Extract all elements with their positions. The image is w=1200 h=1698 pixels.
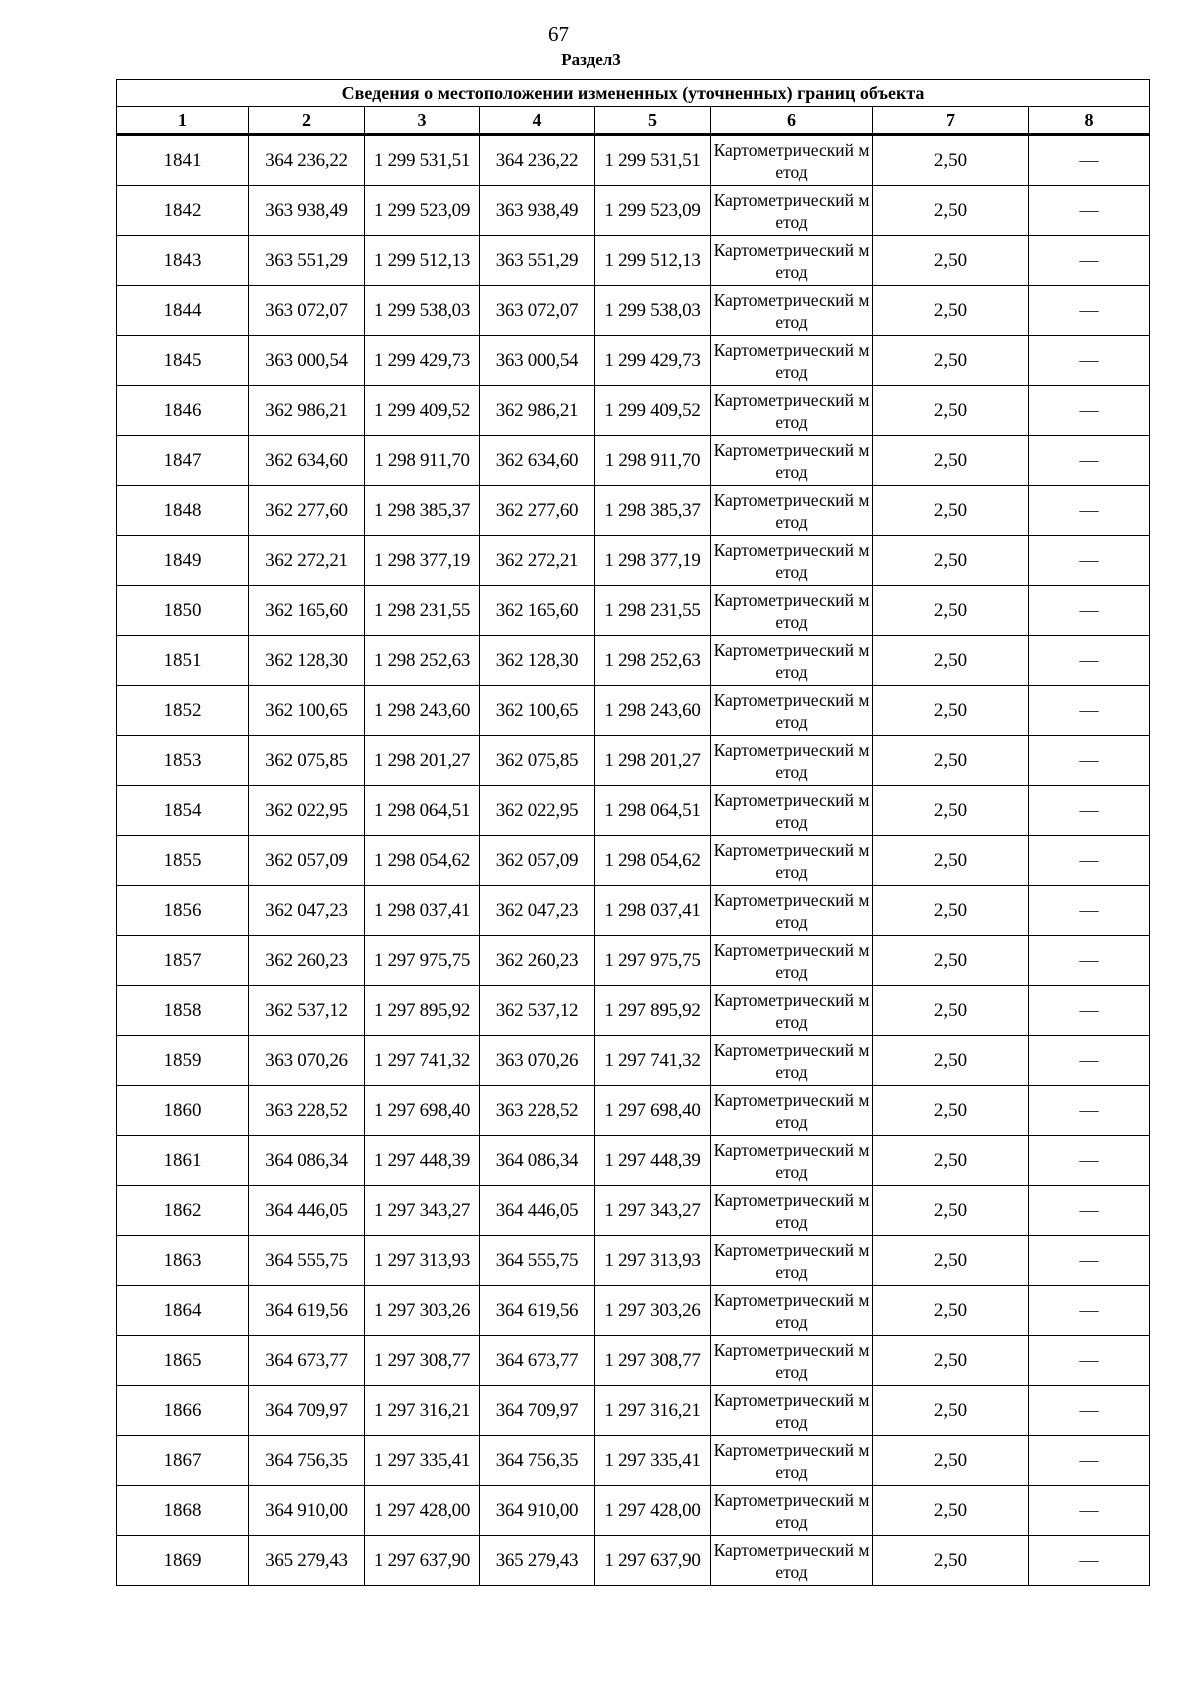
description-cell: —: [1029, 1436, 1150, 1486]
y-new-cell: 1 297 448,39: [595, 1136, 711, 1186]
table-row: [117, 1536, 1150, 1586]
method-cell: Картометрический метод: [711, 1236, 873, 1286]
y-new-cell: 1 299 531,51: [595, 135, 711, 186]
y-new-cell: 1 298 054,62: [595, 836, 711, 886]
accuracy-cell: 2,50: [873, 1486, 1029, 1536]
point-number-cell: 1849: [117, 536, 249, 586]
description-cell: —: [1029, 236, 1150, 286]
point-number-cell: 1869: [117, 1536, 249, 1586]
x-new-cell: 362 634,60: [480, 436, 595, 486]
x-new-cell: 362 986,21: [480, 386, 595, 436]
description-cell: —: [1029, 1236, 1150, 1286]
y-new-cell: 1 297 335,41: [595, 1436, 711, 1486]
method-cell: Картометрический метод: [711, 1136, 873, 1186]
y-new-cell: 1 297 313,93: [595, 1236, 711, 1286]
description-cell: —: [1029, 386, 1150, 436]
description-cell: —: [1029, 986, 1150, 1036]
description-cell: —: [1029, 636, 1150, 686]
method-cell: Картометрический метод: [711, 336, 873, 386]
y-new-cell: 1 297 308,77: [595, 1336, 711, 1386]
method-cell: Картометрический метод: [711, 536, 873, 586]
x-existing-cell: 362 047,23: [249, 886, 365, 936]
method-cell: Картометрический метод: [711, 1186, 873, 1236]
x-existing-cell: 362 277,60: [249, 486, 365, 536]
y-existing-cell: 1 297 741,32: [365, 1036, 480, 1086]
table-row: [117, 1286, 1150, 1336]
accuracy-cell: 2,50: [873, 1036, 1029, 1086]
table-row: [117, 1236, 1150, 1286]
accuracy-cell: 2,50: [873, 636, 1029, 686]
y-new-cell: 1 298 911,70: [595, 436, 711, 486]
x-existing-cell: 364 555,75: [249, 1236, 365, 1286]
method-cell: Картометрический метод: [711, 1536, 873, 1586]
y-new-cell: 1 297 698,40: [595, 1086, 711, 1136]
y-existing-cell: 1 297 303,26: [365, 1286, 480, 1336]
y-existing-cell: 1 298 231,55: [365, 586, 480, 636]
x-new-cell: 362 075,85: [480, 736, 595, 786]
accuracy-cell: 2,50: [873, 436, 1029, 486]
method-cell: Картометрический метод: [711, 986, 873, 1036]
column-number-header: 2: [249, 107, 365, 135]
point-number-cell: 1851: [117, 636, 249, 686]
x-existing-cell: 364 619,56: [249, 1286, 365, 1336]
y-existing-cell: 1 297 895,92: [365, 986, 480, 1036]
method-cell: Картометрический метод: [711, 886, 873, 936]
method-cell: Картометрический метод: [711, 686, 873, 736]
description-cell: —: [1029, 1336, 1150, 1386]
point-number-cell: 1855: [117, 836, 249, 886]
accuracy-cell: 2,50: [873, 1536, 1029, 1586]
point-number-cell: 1850: [117, 586, 249, 636]
y-new-cell: 1 299 512,13: [595, 236, 711, 286]
accuracy-cell: 2,50: [873, 1186, 1029, 1236]
description-cell: —: [1029, 1536, 1150, 1586]
x-new-cell: 363 072,07: [480, 286, 595, 336]
point-number-cell: 1868: [117, 1486, 249, 1536]
table-row: [117, 686, 1150, 736]
x-existing-cell: 364 086,34: [249, 1136, 365, 1186]
y-new-cell: 1 298 377,19: [595, 536, 711, 586]
x-existing-cell: 363 228,52: [249, 1086, 365, 1136]
x-existing-cell: 362 986,21: [249, 386, 365, 436]
y-existing-cell: 1 299 409,52: [365, 386, 480, 436]
x-new-cell: 362 128,30: [480, 636, 595, 686]
accuracy-cell: 2,50: [873, 586, 1029, 636]
point-number-cell: 1865: [117, 1336, 249, 1386]
x-existing-cell: 362 537,12: [249, 986, 365, 1036]
accuracy-cell: 2,50: [873, 1086, 1029, 1136]
method-cell: Картометрический метод: [711, 186, 873, 236]
x-existing-cell: 362 075,85: [249, 736, 365, 786]
table-row: [117, 186, 1150, 236]
method-cell: Картометрический метод: [711, 236, 873, 286]
x-existing-cell: 365 279,43: [249, 1536, 365, 1586]
y-new-cell: 1 298 252,63: [595, 636, 711, 686]
method-cell: Картометрический метод: [711, 1436, 873, 1486]
x-new-cell: 364 619,56: [480, 1286, 595, 1336]
table-row: [117, 1136, 1150, 1186]
method-cell: Картометрический метод: [711, 736, 873, 786]
accuracy-cell: 2,50: [873, 936, 1029, 986]
accuracy-cell: 2,50: [873, 1236, 1029, 1286]
column-number-header: 7: [873, 107, 1029, 135]
y-existing-cell: 1 297 448,39: [365, 1136, 480, 1186]
y-existing-cell: 1 298 911,70: [365, 436, 480, 486]
method-cell: Картометрический метод: [711, 1486, 873, 1536]
table-row: [117, 236, 1150, 286]
table-caption: Сведения о местоположении измененных (уточненных) границ объекта: [117, 80, 1150, 107]
x-new-cell: 364 086,34: [480, 1136, 595, 1186]
y-existing-cell: 1 297 313,93: [365, 1236, 480, 1286]
table-row: [117, 1086, 1150, 1136]
y-new-cell: 1 297 895,92: [595, 986, 711, 1036]
accuracy-cell: 2,50: [873, 786, 1029, 836]
method-cell: Картометрический метод: [711, 286, 873, 336]
description-cell: —: [1029, 536, 1150, 586]
description-cell: —: [1029, 886, 1150, 936]
point-number-cell: 1844: [117, 286, 249, 336]
x-new-cell: 364 910,00: [480, 1486, 595, 1536]
x-new-cell: 363 228,52: [480, 1086, 595, 1136]
accuracy-cell: 2,50: [873, 135, 1029, 186]
accuracy-cell: 2,50: [873, 1336, 1029, 1386]
section-title: Раздел3: [561, 50, 621, 69]
point-number-cell: 1846: [117, 386, 249, 436]
y-existing-cell: 1 297 975,75: [365, 936, 480, 986]
description-cell: —: [1029, 1036, 1150, 1086]
accuracy-cell: 2,50: [873, 1386, 1029, 1436]
y-new-cell: 1 298 243,60: [595, 686, 711, 736]
y-existing-cell: 1 298 201,27: [365, 736, 480, 786]
y-new-cell: 1 297 741,32: [595, 1036, 711, 1086]
description-cell: —: [1029, 736, 1150, 786]
table-row: [117, 586, 1150, 636]
accuracy-cell: 2,50: [873, 536, 1029, 586]
point-number-cell: 1854: [117, 786, 249, 836]
y-new-cell: 1 297 637,90: [595, 1536, 711, 1586]
method-cell: Картометрический метод: [711, 436, 873, 486]
y-existing-cell: 1 298 243,60: [365, 686, 480, 736]
accuracy-cell: 2,50: [873, 736, 1029, 786]
x-new-cell: 362 277,60: [480, 486, 595, 536]
x-existing-cell: 364 673,77: [249, 1336, 365, 1386]
method-cell: Картометрический метод: [711, 636, 873, 686]
y-new-cell: 1 297 343,27: [595, 1186, 711, 1236]
point-number-cell: 1858: [117, 986, 249, 1036]
description-cell: —: [1029, 1386, 1150, 1436]
y-new-cell: 1 297 303,26: [595, 1286, 711, 1336]
method-cell: Картометрический метод: [711, 586, 873, 636]
x-new-cell: 364 555,75: [480, 1236, 595, 1286]
x-new-cell: 364 236,22: [480, 135, 595, 186]
column-number-header: 5: [595, 107, 711, 135]
column-number-header: 1: [117, 107, 249, 135]
method-cell: Картометрический метод: [711, 1036, 873, 1086]
x-existing-cell: 363 551,29: [249, 236, 365, 286]
y-new-cell: 1 297 428,00: [595, 1486, 711, 1536]
accuracy-cell: 2,50: [873, 336, 1029, 386]
table-row: [117, 636, 1150, 686]
table-row: [117, 736, 1150, 786]
x-existing-cell: 364 709,97: [249, 1386, 365, 1436]
accuracy-cell: 2,50: [873, 836, 1029, 886]
point-number-cell: 1845: [117, 336, 249, 386]
description-cell: —: [1029, 486, 1150, 536]
method-cell: Картометрический метод: [711, 1286, 873, 1336]
column-number-header: 3: [365, 107, 480, 135]
y-existing-cell: 1 299 538,03: [365, 286, 480, 336]
point-number-cell: 1853: [117, 736, 249, 786]
table-row: [117, 886, 1150, 936]
description-cell: —: [1029, 286, 1150, 336]
x-new-cell: 362 022,95: [480, 786, 595, 836]
point-number-cell: 1856: [117, 886, 249, 936]
description-cell: —: [1029, 1136, 1150, 1186]
x-existing-cell: 363 072,07: [249, 286, 365, 336]
method-cell: Картометрический метод: [711, 1386, 873, 1436]
y-existing-cell: 1 298 064,51: [365, 786, 480, 836]
y-existing-cell: 1 297 637,90: [365, 1536, 480, 1586]
table-row: [117, 436, 1150, 486]
x-new-cell: 363 551,29: [480, 236, 595, 286]
y-new-cell: 1 299 523,09: [595, 186, 711, 236]
y-existing-cell: 1 299 512,13: [365, 236, 480, 286]
point-number-cell: 1861: [117, 1136, 249, 1186]
x-existing-cell: 362 634,60: [249, 436, 365, 486]
table-row: [117, 135, 1150, 186]
table-row: [117, 486, 1150, 536]
method-cell: Картометрический метод: [711, 386, 873, 436]
method-cell: Картометрический метод: [711, 836, 873, 886]
x-existing-cell: 364 446,05: [249, 1186, 365, 1236]
y-new-cell: 1 298 201,27: [595, 736, 711, 786]
point-number-cell: 1863: [117, 1236, 249, 1286]
x-existing-cell: 362 272,21: [249, 536, 365, 586]
accuracy-cell: 2,50: [873, 1286, 1029, 1336]
point-number-cell: 1843: [117, 236, 249, 286]
accuracy-cell: 2,50: [873, 386, 1029, 436]
table-row: [117, 536, 1150, 586]
point-number-cell: 1867: [117, 1436, 249, 1486]
x-new-cell: 364 709,97: [480, 1386, 595, 1436]
table-row: [117, 836, 1150, 886]
page-number: 67: [548, 22, 569, 46]
description-cell: —: [1029, 186, 1150, 236]
description-cell: —: [1029, 436, 1150, 486]
x-new-cell: 363 938,49: [480, 186, 595, 236]
y-existing-cell: 1 297 335,41: [365, 1436, 480, 1486]
table-row: [117, 786, 1150, 836]
y-new-cell: 1 298 385,37: [595, 486, 711, 536]
x-new-cell: 362 272,21: [480, 536, 595, 586]
y-existing-cell: 1 299 531,51: [365, 135, 480, 186]
description-cell: —: [1029, 836, 1150, 886]
y-new-cell: 1 299 538,03: [595, 286, 711, 336]
y-existing-cell: 1 297 698,40: [365, 1086, 480, 1136]
method-cell: Картометрический метод: [711, 1336, 873, 1386]
description-cell: —: [1029, 936, 1150, 986]
table-row: [117, 1386, 1150, 1436]
point-number-cell: 1859: [117, 1036, 249, 1086]
column-number-header: 8: [1029, 107, 1150, 135]
table-row: [117, 1186, 1150, 1236]
accuracy-cell: 2,50: [873, 486, 1029, 536]
description-cell: —: [1029, 1286, 1150, 1336]
y-existing-cell: 1 298 252,63: [365, 636, 480, 686]
x-new-cell: 364 446,05: [480, 1186, 595, 1236]
y-new-cell: 1 298 231,55: [595, 586, 711, 636]
accuracy-cell: 2,50: [873, 286, 1029, 336]
x-new-cell: 362 165,60: [480, 586, 595, 636]
y-existing-cell: 1 299 523,09: [365, 186, 480, 236]
y-new-cell: 1 298 037,41: [595, 886, 711, 936]
method-cell: Картометрический метод: [711, 486, 873, 536]
x-new-cell: 363 000,54: [480, 336, 595, 386]
x-existing-cell: 364 910,00: [249, 1486, 365, 1536]
point-number-cell: 1862: [117, 1186, 249, 1236]
x-existing-cell: 362 100,65: [249, 686, 365, 736]
x-existing-cell: 364 236,22: [249, 135, 365, 186]
y-existing-cell: 1 298 037,41: [365, 886, 480, 936]
x-existing-cell: 362 260,23: [249, 936, 365, 986]
x-existing-cell: 364 756,35: [249, 1436, 365, 1486]
description-cell: —: [1029, 1086, 1150, 1136]
description-cell: —: [1029, 1186, 1150, 1236]
y-new-cell: 1 298 064,51: [595, 786, 711, 836]
x-new-cell: 363 070,26: [480, 1036, 595, 1086]
point-number-cell: 1852: [117, 686, 249, 736]
table-row: [117, 1436, 1150, 1486]
accuracy-cell: 2,50: [873, 1136, 1029, 1186]
table-row: [117, 986, 1150, 1036]
y-new-cell: 1 297 975,75: [595, 936, 711, 986]
x-new-cell: 362 537,12: [480, 986, 595, 1036]
table-row: [117, 936, 1150, 986]
description-cell: —: [1029, 336, 1150, 386]
y-existing-cell: 1 299 429,73: [365, 336, 480, 386]
description-cell: —: [1029, 586, 1150, 636]
point-number-cell: 1860: [117, 1086, 249, 1136]
description-cell: —: [1029, 135, 1150, 186]
method-cell: Картометрический метод: [711, 936, 873, 986]
y-new-cell: 1 299 429,73: [595, 336, 711, 386]
description-cell: —: [1029, 1486, 1150, 1536]
accuracy-cell: 2,50: [873, 186, 1029, 236]
y-existing-cell: 1 298 385,37: [365, 486, 480, 536]
y-existing-cell: 1 297 316,21: [365, 1386, 480, 1436]
x-existing-cell: 363 000,54: [249, 336, 365, 386]
point-number-cell: 1866: [117, 1386, 249, 1436]
method-cell: Картометрический метод: [711, 786, 873, 836]
x-existing-cell: 362 165,60: [249, 586, 365, 636]
x-existing-cell: 362 057,09: [249, 836, 365, 886]
description-cell: —: [1029, 686, 1150, 736]
y-existing-cell: 1 298 377,19: [365, 536, 480, 586]
table-row: [117, 1486, 1150, 1536]
y-existing-cell: 1 297 428,00: [365, 1486, 480, 1536]
table-row: [117, 1036, 1150, 1086]
x-existing-cell: 363 938,49: [249, 186, 365, 236]
boundary-coordinates-table: [116, 79, 1150, 1586]
method-cell: Картометрический метод: [711, 1086, 873, 1136]
table-row: [117, 336, 1150, 386]
accuracy-cell: 2,50: [873, 986, 1029, 1036]
method-cell: Картометрический метод: [711, 135, 873, 186]
accuracy-cell: 2,50: [873, 1436, 1029, 1486]
column-number-header: 4: [480, 107, 595, 135]
point-number-cell: 1842: [117, 186, 249, 236]
point-number-cell: 1847: [117, 436, 249, 486]
x-new-cell: 365 279,43: [480, 1536, 595, 1586]
point-number-cell: 1857: [117, 936, 249, 986]
accuracy-cell: 2,50: [873, 686, 1029, 736]
y-existing-cell: 1 298 054,62: [365, 836, 480, 886]
x-existing-cell: 362 128,30: [249, 636, 365, 686]
x-new-cell: 362 057,09: [480, 836, 595, 886]
x-new-cell: 362 047,23: [480, 886, 595, 936]
x-new-cell: 362 100,65: [480, 686, 595, 736]
y-existing-cell: 1 297 343,27: [365, 1186, 480, 1236]
x-existing-cell: 363 070,26: [249, 1036, 365, 1086]
table-body: [117, 135, 1150, 1586]
y-existing-cell: 1 297 308,77: [365, 1336, 480, 1386]
x-new-cell: 364 673,77: [480, 1336, 595, 1386]
point-number-cell: 1864: [117, 1286, 249, 1336]
column-number-header: 6: [711, 107, 873, 135]
table-row: [117, 386, 1150, 436]
x-new-cell: 364 756,35: [480, 1436, 595, 1486]
x-existing-cell: 362 022,95: [249, 786, 365, 836]
accuracy-cell: 2,50: [873, 236, 1029, 286]
y-new-cell: 1 299 409,52: [595, 386, 711, 436]
description-cell: —: [1029, 786, 1150, 836]
y-new-cell: 1 297 316,21: [595, 1386, 711, 1436]
point-number-cell: 1841: [117, 135, 249, 186]
table-row: [117, 286, 1150, 336]
table-row: [117, 1336, 1150, 1386]
point-number-cell: 1848: [117, 486, 249, 536]
x-new-cell: 362 260,23: [480, 936, 595, 986]
accuracy-cell: 2,50: [873, 886, 1029, 936]
